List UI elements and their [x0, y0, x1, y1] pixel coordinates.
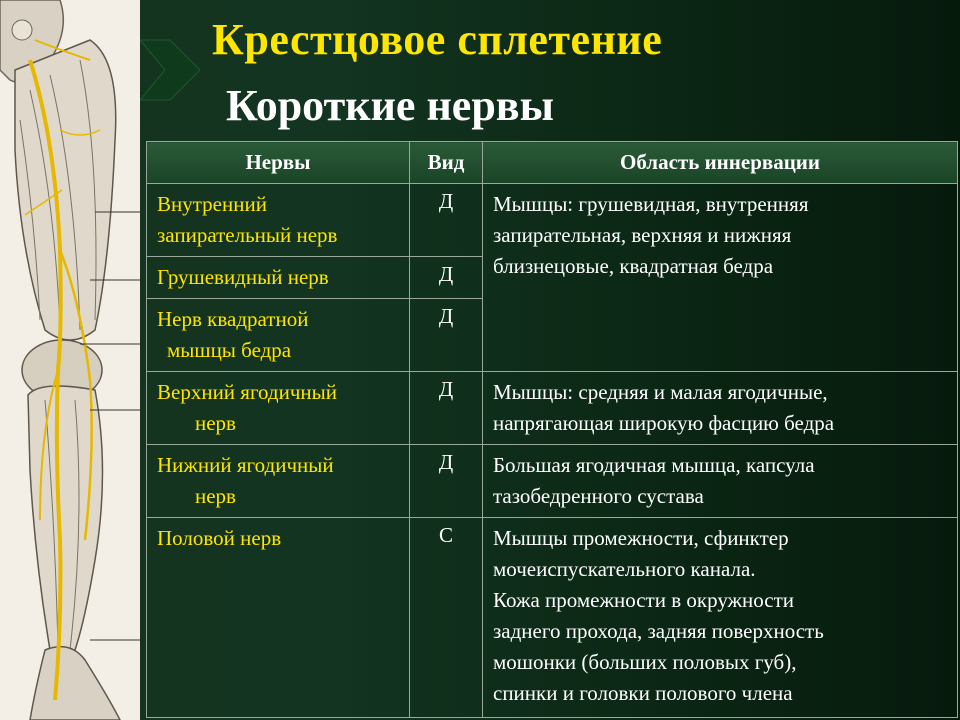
- nerve-name: [147, 372, 410, 445]
- innervation-area: [483, 518, 958, 718]
- area-line: мошонки (больших половых губ),: [493, 650, 797, 674]
- innervation-area: [483, 445, 958, 518]
- nerve-name: [147, 445, 410, 518]
- nerve-type: Д: [410, 184, 483, 257]
- nerve-name-line: нерв: [195, 484, 236, 508]
- area-line: Мышцы промежности, сфинктер: [493, 526, 789, 550]
- table-row: [147, 518, 958, 718]
- table-row: [147, 184, 958, 257]
- nerve-name: [147, 184, 410, 257]
- leg-anatomy-illustration: [0, 0, 140, 720]
- nerve-type: Д: [410, 257, 483, 299]
- nerve-name-line: Нижний ягодичный: [157, 453, 334, 477]
- innervation-area: [483, 184, 958, 372]
- nerve-type: Д: [410, 445, 483, 518]
- nerve-type: Д: [410, 372, 483, 445]
- area-line: близнецовые, квадратная бедра: [493, 254, 774, 278]
- table-row: [147, 445, 958, 518]
- nerve-name: [147, 299, 410, 372]
- area-line: Мышцы: грушевидная, внутренняя: [493, 192, 809, 216]
- area-line: Кожа промежности в окружности: [493, 588, 795, 612]
- nerves-table: [146, 141, 958, 718]
- table-row: [147, 372, 958, 445]
- area-line: Мышцы: средняя и малая ягодичные,: [493, 380, 828, 404]
- nerve-name-line: мышцы бедра: [167, 338, 292, 362]
- nerve-name-line: нерв: [195, 411, 236, 435]
- nerve-name-line: запирательный нерв: [157, 223, 338, 247]
- area-line: Большая ягодичная мышца, капсула: [493, 453, 815, 477]
- nerve-name-line: Нерв квадратной: [157, 307, 309, 331]
- header-nerves: Нервы: [147, 142, 410, 184]
- header-area: Область иннервации: [483, 142, 958, 184]
- nerve-type: Д: [410, 299, 483, 372]
- area-line: напрягающая широкую фасцию бедра: [493, 411, 835, 435]
- nerve-name-line-wrap: [157, 408, 399, 439]
- nerve-name-line-wrap: [157, 481, 399, 512]
- decorative-arrow-icon: [140, 0, 200, 140]
- nerve-type: С: [410, 518, 483, 718]
- slide-subtitle: Короткие нервы: [226, 81, 554, 130]
- nerve-name: [147, 518, 410, 718]
- nerve-name-line-wrap: [157, 335, 399, 366]
- table-header-row: [147, 142, 958, 184]
- area-line: спинки и головки полового члена: [493, 681, 793, 705]
- innervation-area: [483, 372, 958, 445]
- area-line: запирательная, верхняя и нижняя: [493, 223, 792, 247]
- area-line: тазобедренного сустава: [493, 484, 704, 508]
- nerve-name-line: Половой нерв: [157, 526, 282, 550]
- slide-title: Крестцовое сплетение: [212, 15, 663, 64]
- header-type: Вид: [410, 142, 483, 184]
- area-line: мочеиспускательного канала.: [493, 557, 756, 581]
- nerve-name-line: Внутренний: [157, 192, 267, 216]
- nerve-name-line: Верхний ягодичный: [157, 380, 338, 404]
- nerve-name: [147, 257, 410, 299]
- area-line: заднего прохода, задняя поверхность: [493, 619, 824, 643]
- nerve-name-line: Грушевидный нерв: [157, 265, 329, 289]
